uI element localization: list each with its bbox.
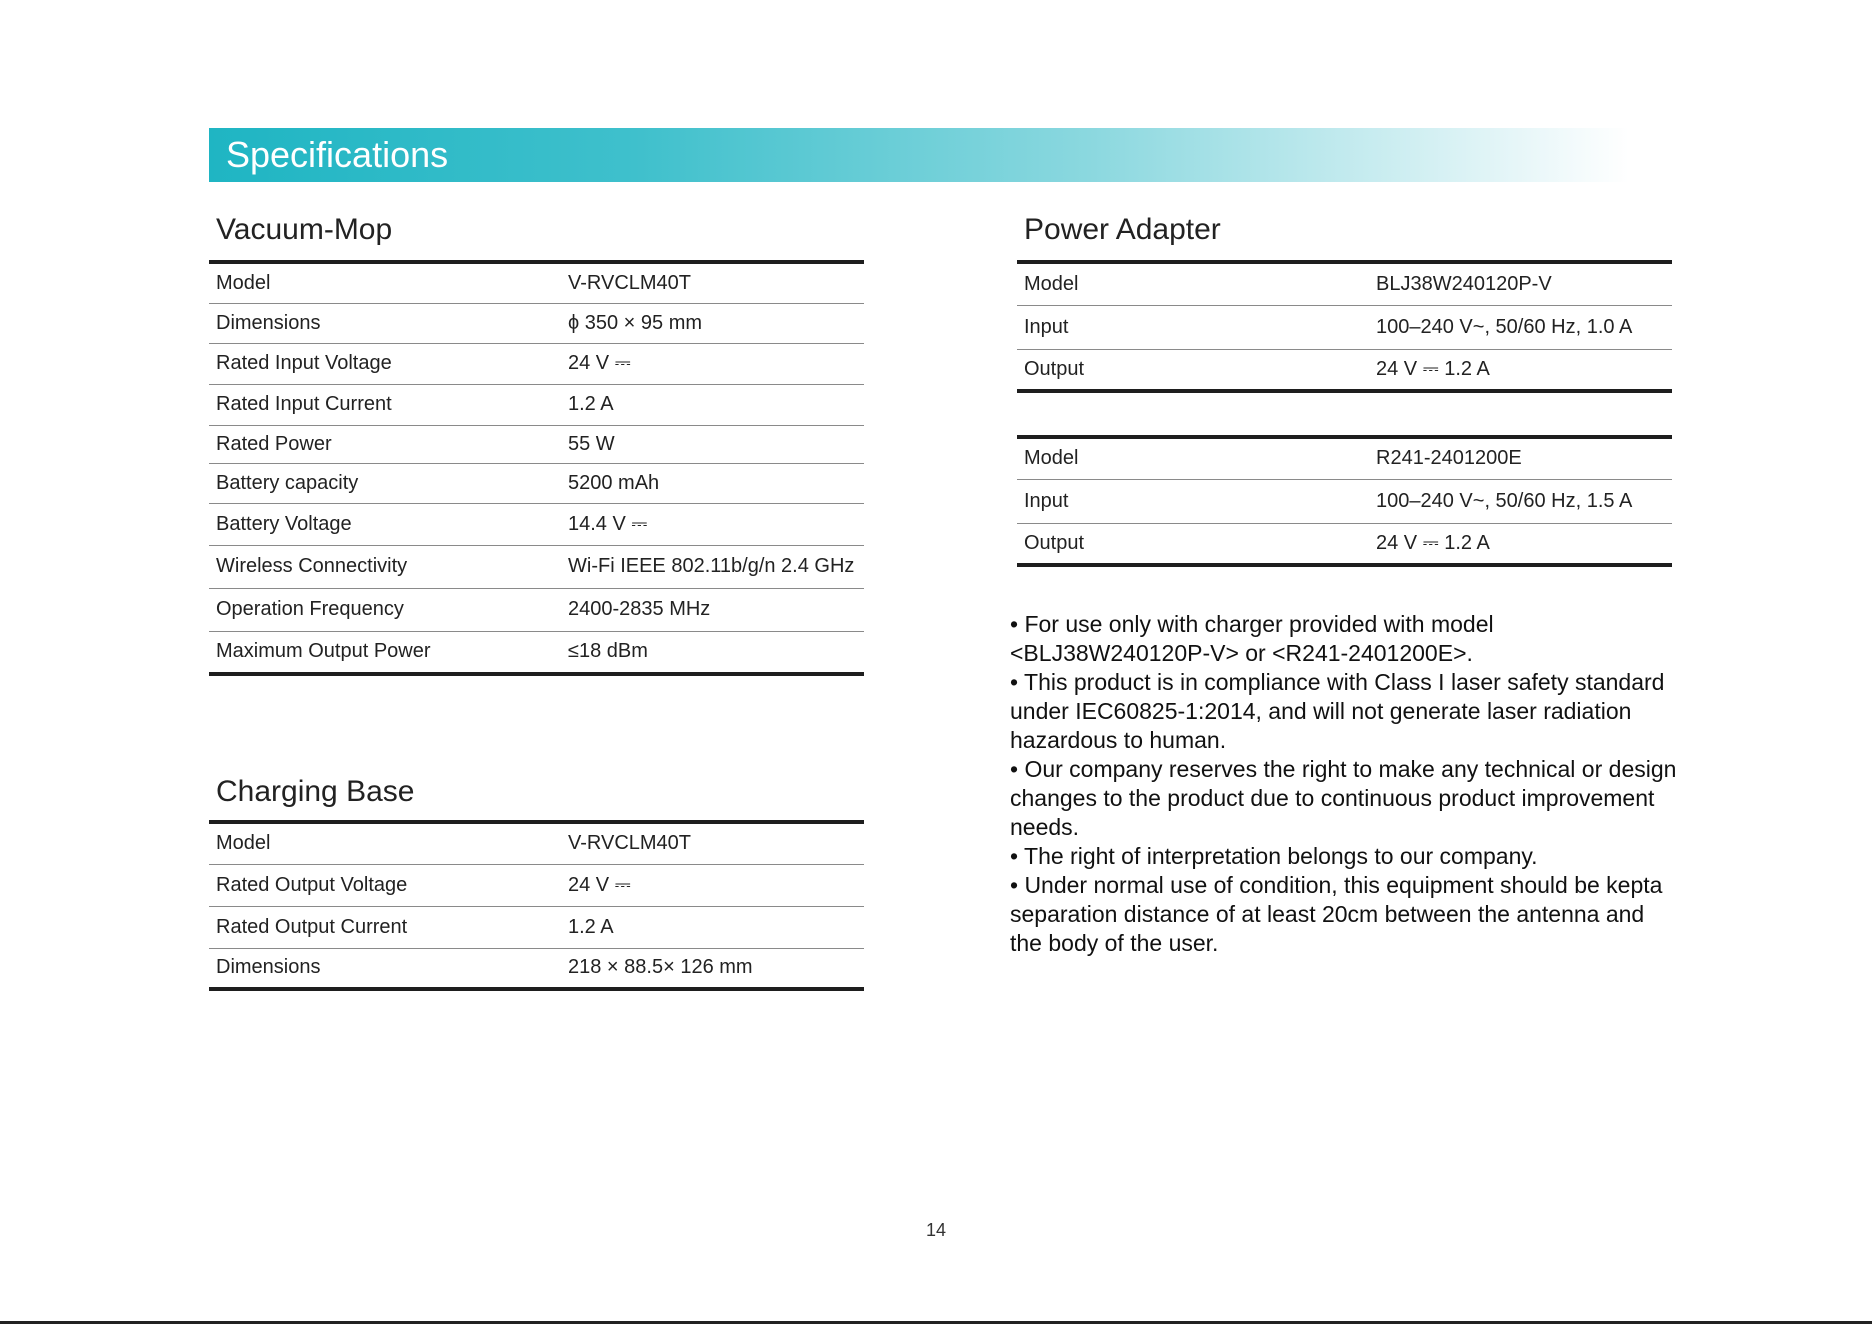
table-row (209, 906, 864, 948)
vacuum-mop-section (209, 212, 864, 676)
specifications-banner (209, 128, 1629, 182)
vacuum-mop-title: Vacuum-Mop (216, 213, 393, 246)
table-row (1017, 437, 1672, 479)
power-adapter-table-1 (1017, 260, 1672, 393)
charging-base-section (209, 774, 864, 991)
spec-value: 24 V ⎓ 1.2 A (1369, 523, 1672, 565)
spec-label: Wireless Connectivity (209, 545, 561, 588)
spec-value: 1.2 A (561, 384, 864, 425)
table-row (209, 503, 864, 545)
note-item: • Under normal use of condition, this equipment should be kepta separation distance of at least 20cm between the antenna and the body of the user. (1010, 872, 1663, 956)
spec-label: Input (1017, 479, 1369, 523)
table-row (1017, 262, 1672, 305)
note-item: • For use only with charger provided with model <BLJ38W240120P-V> or <R241-2401200E>. (1010, 611, 1494, 666)
table-row (209, 425, 864, 463)
spec-value: 5200 mAh (561, 463, 864, 503)
table-row (1017, 305, 1672, 349)
spec-label: Dimensions (209, 303, 561, 343)
note-item: • Our company reserves the right to make any technical or design changes to the product due to continuous product improvement needs. (1010, 756, 1677, 840)
table-row (1017, 479, 1672, 523)
spec-label: Battery capacity (209, 463, 561, 503)
spec-label: Output (1017, 349, 1369, 391)
spec-value: R241-2401200E (1376, 447, 1522, 470)
spec-label: Dimensions (209, 948, 561, 989)
power-adapter-title: Power Adapter (1024, 213, 1221, 246)
table-row (1017, 349, 1672, 391)
spec-label: Maximum Output Power (209, 631, 561, 674)
spec-value: 55 W (561, 425, 864, 463)
spec-value: 24 V ⎓ (561, 864, 864, 906)
spec-value: ϕ 350 × 95 mm (561, 303, 864, 343)
spec-label: Rated Input Current (209, 384, 561, 425)
spec-label: Model (1024, 447, 1079, 470)
table-row (209, 948, 864, 989)
spec-value: 24 V ⎓ (561, 343, 864, 384)
spec-label: Model (216, 832, 271, 855)
table-row (209, 384, 864, 425)
vacuum-mop-table (209, 260, 864, 676)
spec-label: Operation Frequency (209, 588, 561, 631)
table-row (1017, 523, 1672, 565)
spec-label: Model (1024, 272, 1079, 295)
table-row (209, 631, 864, 674)
spec-value: 100–240 V~, 50/60 Hz, 1.5 A (1369, 479, 1672, 523)
spec-label: Battery Voltage (209, 503, 561, 545)
power-adapter-section (1017, 212, 1672, 567)
spec-value: Wi-Fi IEEE 802.11b/g/n 2.4 GHz (561, 545, 864, 588)
spec-value: BLJ38W240120P-V (1376, 272, 1552, 295)
table-row (209, 545, 864, 588)
spec-value: 1.2 A (561, 906, 864, 948)
table-row (209, 303, 864, 343)
table-row (209, 463, 864, 503)
spec-value: V-RVCLM40T (568, 271, 692, 294)
spec-value: 218 × 88.5× 126 mm (561, 948, 864, 989)
page-title: Specifications (226, 134, 449, 175)
spec-value: ≤18 dBm (561, 631, 864, 674)
spec-value: 24 V ⎓ 1.2 A (1369, 349, 1672, 391)
note-item: • The right of interpretation belongs to our company. (1010, 843, 1538, 869)
note-item: • This product is in compliance with Class I laser safety standard under IEC60825-1:2014, and will not generate laser radiation hazardous to human. (1010, 669, 1665, 753)
table-row (209, 262, 864, 303)
spec-label: Model (216, 271, 271, 294)
table-row (209, 588, 864, 631)
spec-value: V-RVCLM40T (568, 832, 692, 855)
spec-label: Rated Input Voltage (209, 343, 561, 384)
spec-value: 2400-2835 MHz (561, 588, 864, 631)
spec-label: Rated Power (209, 425, 561, 463)
table-row (209, 864, 864, 906)
notes-list (1010, 610, 1680, 958)
spec-value: 14.4 V ⎓ (561, 503, 864, 545)
table-row (209, 343, 864, 384)
table-row (209, 822, 864, 864)
spec-label: Output (1017, 523, 1369, 565)
spec-label: Rated Output Current (209, 906, 561, 948)
power-adapter-table-2 (1017, 435, 1672, 567)
charging-base-title: Charging Base (216, 775, 415, 808)
spec-label: Rated Output Voltage (209, 864, 561, 906)
spec-label: Input (1017, 305, 1369, 349)
charging-base-table (209, 820, 864, 991)
page-number: 14 (925, 1220, 947, 1240)
spec-value: 100–240 V~, 50/60 Hz, 1.0 A (1369, 305, 1672, 349)
